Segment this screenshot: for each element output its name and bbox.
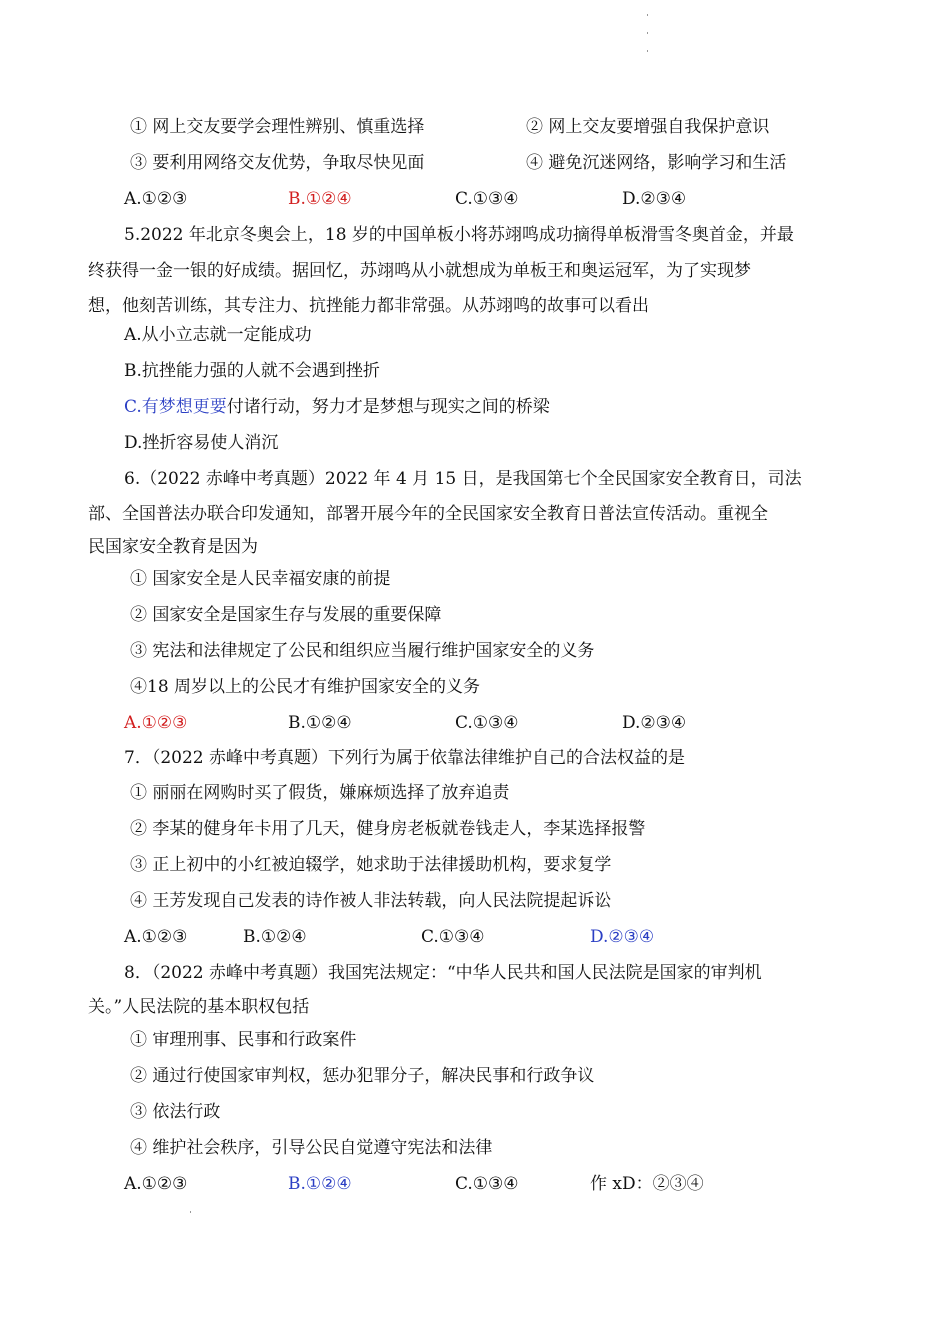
q4-statement-1: ① 网上交友要学会理性辨别、慎重选择 xyxy=(130,117,425,137)
q5-choice-c-highlight: C.有梦想更要 xyxy=(124,397,227,417)
q8-choice-c: C.①③④ xyxy=(455,1174,519,1194)
q4-choice-c: C.①③④ xyxy=(455,189,519,209)
q6-stem-line-2: 部、全国普法办联合印发通知，部署开展今年的全民国家安全教育日普法宣传活动。重视全 xyxy=(88,504,768,524)
q6-statement-1: ① 国家安全是人民幸福安康的前提 xyxy=(130,569,391,589)
q5-choice-d: D.挫折容易使人消沉 xyxy=(124,433,279,453)
q4-choice-d: D.②③④ xyxy=(622,189,687,209)
q8-statement-3: ③ 依法行政 xyxy=(130,1102,221,1122)
q7-choice-c: C.①③④ xyxy=(421,927,485,947)
q5-stem-line-1: 5.2022 年北京冬奥会上，18 岁的中国单板小将苏翊鸣成功摘得单板滑雪冬奥首金，并最 xyxy=(124,225,794,245)
q8-statement-1: ① 审理刑事、民事和行政案件 xyxy=(130,1030,357,1050)
q7-choice-a: A.①②③ xyxy=(124,927,188,947)
q4-statement-4: ④ 避免沉迷网络，影响学习和生活 xyxy=(526,153,787,173)
q8-choice-d: 作 xD：②③④ xyxy=(590,1174,704,1194)
q8-stem-line-2: 关。”人民法院的基本职权包括 xyxy=(88,997,310,1017)
q6-statement-4: ④18 周岁以上的公民才有维护国家安全的义务 xyxy=(130,677,481,697)
page-corner-mark xyxy=(647,50,648,52)
q7-statement-3: ③ 正上初中的小红被迫辍学，她求助于法律援助机构，要求复学 xyxy=(130,855,612,875)
q7-statement-1: ① 丽丽在网购时买了假货，嫌麻烦选择了放弃追责 xyxy=(130,783,510,803)
q6-choice-a-answer: A.①②③ xyxy=(124,713,188,733)
q8-statement-2: ② 通过行使国家审判权，惩办犯罪分子，解决民事和行政争议 xyxy=(130,1066,595,1086)
q5-choice-c-rest: 付诸行动，努力才是梦想与现实之间的桥梁 xyxy=(226,397,550,417)
q4-choice-b-answer: B.①②④ xyxy=(288,189,352,209)
q7-choice-d-answer: D.②③④ xyxy=(590,927,655,947)
q5-stem-line-2: 终获得一金一银的好成绩。据回忆，苏翊鸣从小就想成为单板王和奥运冠军，为了实现梦 xyxy=(88,261,751,281)
q5-choice-b: B.抗挫能力强的人就不会遇到挫折 xyxy=(124,361,380,381)
q8-stem-line-1: 8．（2022 赤峰中考真题）我国宪法规定：“中华人民共和国人民法院是国家的审判机 xyxy=(124,963,762,983)
q8-choice-b-answer: B.①②④ xyxy=(288,1174,352,1194)
page-corner-mark xyxy=(190,1211,191,1213)
q4-statement-3: ③ 要利用网络交友优势，争取尽快见面 xyxy=(130,153,425,173)
q7-statement-4: ④ 王芳发现自己发表的诗作被人非法转载，向人民法院提起诉讼 xyxy=(130,891,612,911)
q6-choice-b: B.①②④ xyxy=(288,713,352,733)
q4-choice-a: A.①②③ xyxy=(124,189,188,209)
page-corner-mark xyxy=(647,32,648,34)
q5-choice-a: A.从小立志就一定能成功 xyxy=(124,325,312,345)
q7-choice-b: B.①②④ xyxy=(243,927,307,947)
q5-stem-line-3: 想，他刻苦训练，其专注力、抗挫能力都非常强。从苏翊鸣的故事可以看出 xyxy=(88,296,649,316)
q6-choice-c: C.①③④ xyxy=(455,713,519,733)
q8-choice-a: A.①②③ xyxy=(124,1174,188,1194)
page-corner-mark xyxy=(647,14,648,16)
q6-stem-line-3: 民国家安全教育是因为 xyxy=(88,537,258,557)
q4-statement-2: ② 网上交友要增强自我保护意识 xyxy=(526,117,770,137)
q6-statement-3: ③ 宪法和法律规定了公民和组织应当履行维护国家安全的义务 xyxy=(130,641,595,661)
q7-stem: 7．（2022 赤峰中考真题）下列行为属于依靠法律维护自己的合法权益的是 xyxy=(124,748,685,768)
q6-statement-2: ② 国家安全是国家生存与发展的重要保障 xyxy=(130,605,442,625)
q7-statement-2: ② 李某的健身年卡用了几天，健身房老板就卷钱走人，李某选择报警 xyxy=(130,819,646,839)
q8-statement-4: ④ 维护社会秩序，引导公民自觉遵守宪法和法律 xyxy=(130,1138,493,1158)
q6-stem-line-1: 6.（2022 赤峰中考真题）2022 年 4 月 15 日，是我国第七个全民国家安全教育日，司法 xyxy=(124,469,802,489)
q5-choice-c xyxy=(124,396,550,418)
q6-choice-d: D.②③④ xyxy=(622,713,687,733)
